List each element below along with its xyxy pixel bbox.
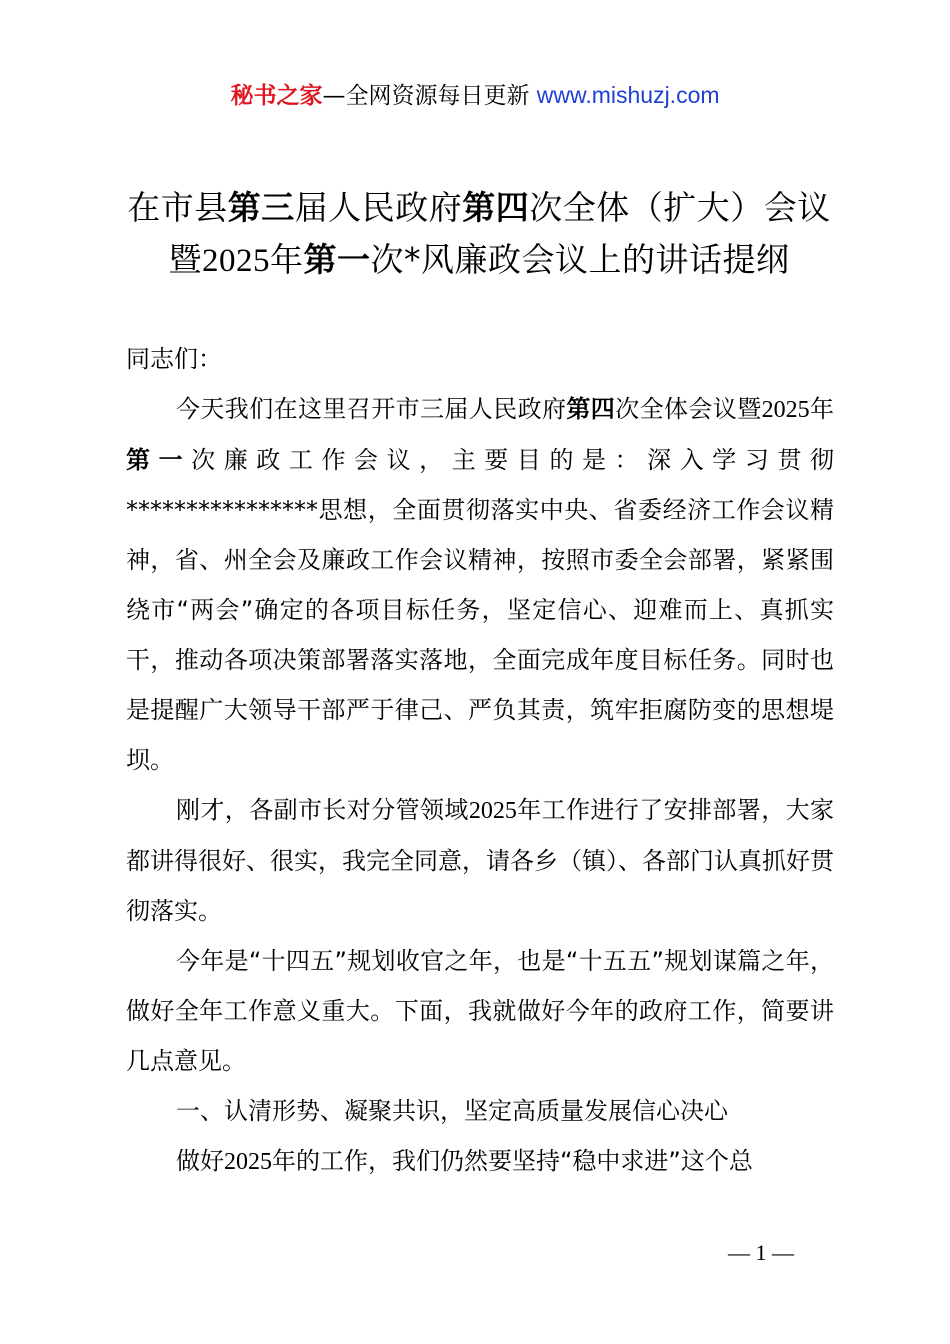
paragraph-remarks <box>126 785 834 936</box>
title-part: 次*风廉政会议上的讲话提纲 <box>370 240 790 279</box>
text-run: 年的工作，我们仍然要坚持“稳中求进”这个总 <box>272 1147 753 1175</box>
year-number: 2025 <box>224 1149 272 1175</box>
text-run: 今天我们在这里召开市三届人民政府 <box>176 395 567 423</box>
title-part: 在市县 <box>127 188 228 227</box>
title-bold: 第三 <box>227 188 295 227</box>
section-heading: 一、认清形势、凝聚共识，坚定高质量发展信心决心 <box>176 1097 728 1125</box>
text-run: 刚才，各副市长对分管领域 <box>176 796 469 824</box>
paragraph-section1 <box>126 1136 834 1187</box>
document-body <box>126 334 834 1187</box>
paragraph-context: 今年是“十四五”规划收官之年，也是“十五五”规划谋篇之年，做好全年工作意义重大。下面，我就做好今年的政府工作，简要讲几点意见。 <box>126 947 834 1075</box>
title-part: 次全体（扩大）会议暨 <box>168 188 831 279</box>
title-part: 届人民政府 <box>294 188 463 227</box>
title-bold: 第四 <box>462 188 530 227</box>
site-url[interactable]: www.mishuzj.com <box>536 82 720 108</box>
site-header <box>0 78 950 113</box>
title-bold: 第一 <box>303 240 371 279</box>
text-bold: 第四 <box>566 395 616 423</box>
title-year: 2025 <box>202 243 270 279</box>
document-title <box>126 182 832 287</box>
text-run: 做好 <box>176 1147 224 1175</box>
text-run: 年工作进行了安排部署，大家都讲得很好、很实，我完全同意，请各乡（镇）、各部门认真抓好贯彻落实。 <box>126 796 835 925</box>
year-number: 2025 <box>761 397 810 423</box>
header-slogan: —全网资源每日更新 <box>322 83 537 109</box>
salutation: 同志们： <box>126 345 222 373</box>
text-run: 年 <box>809 395 835 423</box>
paragraph-opening <box>126 384 834 785</box>
text-run: 次廉政工作会议，主要目的是：深入学习贯彻****************思想，全面贯彻落实中央、省委经济工作会议精神，省、州全会及廉政工作会议精神，按照市委全会部署，紧紧围绕市“两会”确定的各项目标任务，坚定信心、迎难而上、真抓实干，推动各项决策部署落实落地，全面完成年度目标任务。同时也是提醒广大领导干部严于律己、严负其责，筑牢拒腐防变的思想堤坝。 <box>126 446 835 774</box>
text-run: 次全体会议暨 <box>615 395 762 423</box>
title-part: 年 <box>270 240 304 279</box>
text-bold: 第一 <box>126 446 192 474</box>
year-number: 2025 <box>468 798 517 824</box>
brand-name: 秘书之家 <box>230 83 323 109</box>
page-number: — 1 — <box>728 1240 794 1265</box>
